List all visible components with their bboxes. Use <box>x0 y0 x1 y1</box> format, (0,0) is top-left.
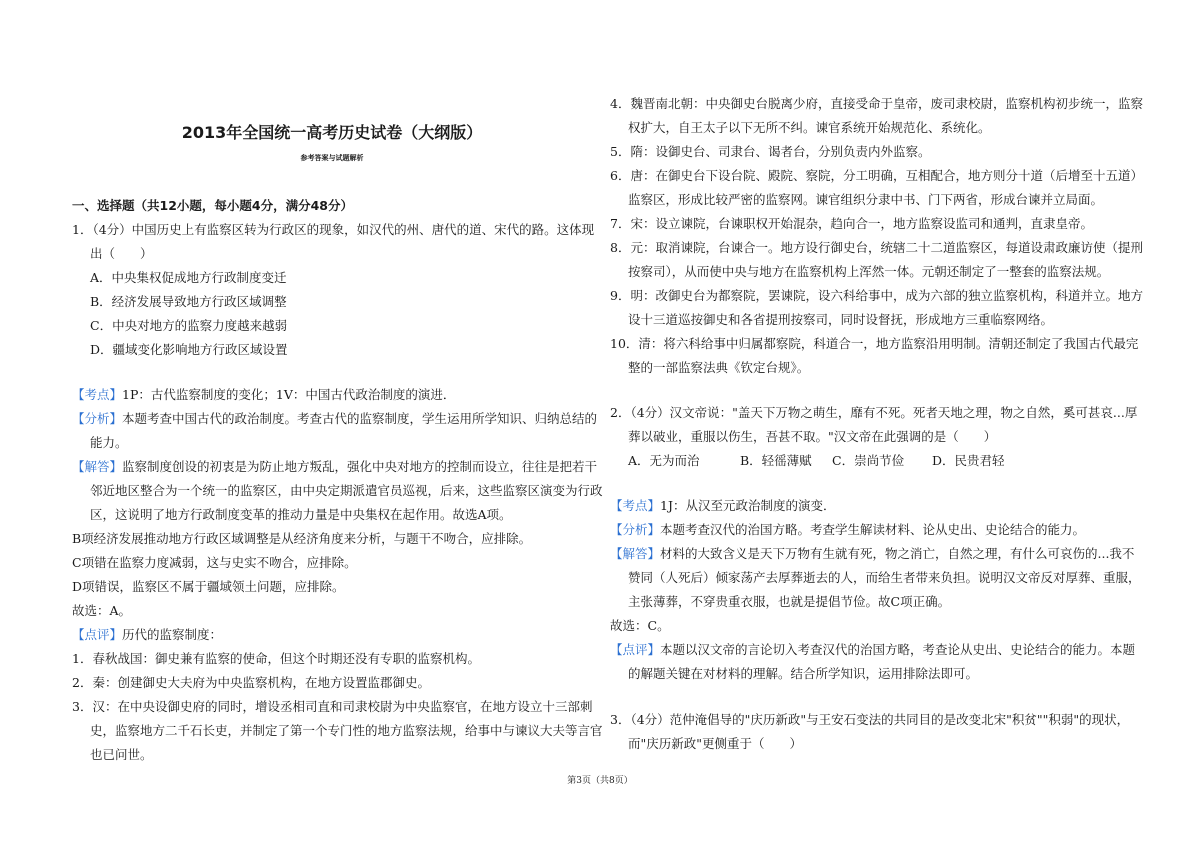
q1-option-c: C．中央对地方的监察力度越来越弱 <box>90 318 288 333</box>
history-item-8-line2: 按察司），从而使中央与地方在监察机构上浑然一体。元朝还制定了一整套的监察法规。 <box>628 264 1110 279</box>
kaodian-text: 1P：古代监察制度的变化；1V：中国古代政治制度的演进． <box>122 387 456 402</box>
fenxi-text: 本题考查汉代的治国方略。考查学生解读材料、论从史出、史论结合的能力。 <box>660 522 1086 537</box>
history-item-6-line2: 监察区，形成比较严密的监察网。谏官组织分隶中书、门下两省，形成台谏并立局面。 <box>628 192 1104 207</box>
q2-stem-line2: 葬以破业，重服以伤生，吾甚不取。"汉文帝在此强调的是（ ） <box>628 429 997 444</box>
history-item-9-line2: 设十三道巡按御史和各省提刑按察司，同时设督抚，形成地方三重临察网络。 <box>628 312 1054 327</box>
q2-dianping <box>610 642 1135 658</box>
dianping-tag: 【点评】 <box>72 627 123 642</box>
page-subtitle: 参考答案与试题解析 <box>300 154 364 162</box>
q1-option-a: A．中央集权促成地方行政制度变迁 <box>90 270 287 285</box>
q1-stem-line2: 出（ ） <box>90 246 153 261</box>
q2-option-d: D．民贵君轻 <box>932 453 1005 468</box>
q1-option-d-analysis: D项错误，监察区不属于疆域领土问题，应排除。 <box>72 579 345 594</box>
q2-option-a: A．无为而治 <box>628 453 700 468</box>
fenxi-tag: 【分析】 <box>610 522 661 537</box>
q2-kaodian <box>610 498 835 514</box>
q1-option-d: D．疆域变化影响地方行政区域设置 <box>90 342 288 357</box>
jieda-tag: 【解答】 <box>72 459 123 474</box>
fenxi-tag: 【分析】 <box>72 411 123 426</box>
section-heading: 一、选择题（共12小题，每小题4分，满分48分） <box>72 198 353 213</box>
q2-stem-line1: 2．（4分）汉文帝说："盖天下万物之萌生，靡有不死。死者天地之理，物之自然，奚可甚哀...厚 <box>610 405 1138 420</box>
q3-stem-line1: 3．（4分）范仲淹倡导的"庆历新政"与王安石变法的共同目的是改变北宋"积贫""积弱"的现状， <box>610 712 1130 727</box>
q2-option-c: C．崇尚节俭 <box>832 453 905 468</box>
history-item-3-line2: 史，监察地方二千石长吏，并制定了第一个专门性的地方监察法规，给事中与谏议大夫等言官 <box>90 723 603 738</box>
q2-answer: 故选：C。 <box>610 618 670 633</box>
history-item-9-line1: 9．明：改御史台为都察院，罢谏院，设六科给事中，成为六部的独立监察机构，科道并立。地方 <box>610 288 1143 303</box>
q2-jieda-line2: 赞同（人死后）倾家荡产去厚葬逝去的人，而给生者带来负担。说明汉文帝反对厚葬、重服， <box>628 570 1141 585</box>
fenxi-text: 本题考查中国古代的政治制度。考查古代的监察制度，学生运用所学知识、归纳总结的 <box>122 411 598 426</box>
q1-dianping <box>72 627 222 643</box>
kaodian-tag: 【考点】 <box>610 498 661 513</box>
q2-jieda-line3: 主张薄葬，不穿贵重衣服，也就是提倡节俭。故C项正确。 <box>628 594 951 609</box>
dianping-text: 本题以汉文帝的言论切入考查汉代的治国方略，考查论从史出、史论结合的能力。本题 <box>660 642 1136 657</box>
q1-kaodian <box>72 387 455 403</box>
history-item-10-line1: 10．清：将六科给事中归属都察院，科道合一，地方监察沿用明制。清朝还制定了我国古代最完 <box>610 336 1139 351</box>
history-item-3-line3: 也已问世。 <box>90 747 153 762</box>
q1-fenxi <box>72 411 597 427</box>
history-item-10-line2: 整的一部监察法典《钦定台规》。 <box>628 360 810 375</box>
q2-fenxi <box>610 522 1085 538</box>
history-item-2: 2．秦：创建御史大夫府为中央监察机构，在地方设置监郡御史。 <box>72 675 430 690</box>
page-footer: 第3页（共8页） <box>567 776 633 786</box>
q2-jieda <box>610 546 1134 562</box>
page-title: 2013年全国统一高考历史试卷（大纲版） <box>181 123 483 142</box>
history-item-6-line1: 6．唐：在御史台下设台院、殿院、察院，分工明确，互相配合，地方则分十道（后增至十五道） <box>610 168 1143 183</box>
history-item-4-line2: 权扩大，自王太子以下无所不纠。谏官系统开始规范化、系统化。 <box>628 120 991 135</box>
q1-option-c-analysis: C项错在监察力度减弱，这与史实不吻合，应排除。 <box>72 555 357 570</box>
history-item-4-line1: 4．魏晋南北朝：中央御史台脱离少府，直接受命于皇帝，废司隶校尉，监察机构初步统一，监察 <box>610 96 1143 111</box>
jieda-text: 材料的大致含义是天下万物有生就有死，物之消亡，自然之理，有什么可哀伤的...我不 <box>660 546 1135 561</box>
dianping-text: 历代的监察制度： <box>122 627 223 642</box>
q1-answer: 故选：A。 <box>72 603 132 618</box>
q1-jieda-line2: 邻近地区整合为一个统一的监察区，由中央定期派遣官员巡视，后来，这些监察区演变为行政 <box>90 483 603 498</box>
history-item-8-line1: 8．元：取消谏院，台谏合一。地方设行御史台，统辖二十二道监察区，每道设肃政廉访使（提刑 <box>610 240 1143 255</box>
q1-jieda-line3: 区，这说明了地方行政制度变革的推动力量是中央集权在起作用。故选A项。 <box>90 507 512 522</box>
q1-fenxi-line2: 能力。 <box>90 435 128 450</box>
jieda-tag: 【解答】 <box>610 546 661 561</box>
q1-option-b-analysis: B项经济发展推动地方行政区域调整是从经济角度来分析，与题干不吻合，应排除。 <box>72 531 532 546</box>
q3-stem-line2: 而"庆历新政"更侧重于（ ） <box>628 736 802 751</box>
history-item-7: 7．宋：设立谏院，台谏职权开始混杂，趋向合一，地方监察设监司和通判，直隶皇帝。 <box>610 216 1093 231</box>
jieda-text: 监察制度创设的初衷是为防止地方叛乱，强化中央对地方的控制而设立，往往是把若干 <box>122 459 598 474</box>
history-item-1: 1．春秋战国：御史兼有监察的使命，但这个时期还没有专职的监察机构。 <box>72 651 480 666</box>
q1-jieda <box>72 459 597 475</box>
history-item-5: 5．隋：设御史台、司隶台、谒者台，分别负责内外监察。 <box>610 144 931 159</box>
dianping-tag: 【点评】 <box>610 642 661 657</box>
kaodian-tag: 【考点】 <box>72 387 123 402</box>
kaodian-text: 1J：从汉至元政治制度的演变． <box>660 498 836 513</box>
q2-dianping-line2: 的解题关键在对材料的理解。结合所学知识，运用排除法即可。 <box>628 666 979 681</box>
history-item-3-line1: 3．汉：在中央设御史府的同时，增设丞相司直和司隶校尉为中央监察官，在地方设立十三部刺 <box>72 699 593 714</box>
q1-stem-line1: 1．（4分）中国历史上有监察区转为行政区的现象，如汉代的州、唐代的道、宋代的路。这体现 <box>72 222 595 237</box>
q1-option-b: B．经济发展导致地方行政区域调整 <box>90 294 287 309</box>
q2-option-b: B．轻徭薄赋 <box>740 453 812 468</box>
